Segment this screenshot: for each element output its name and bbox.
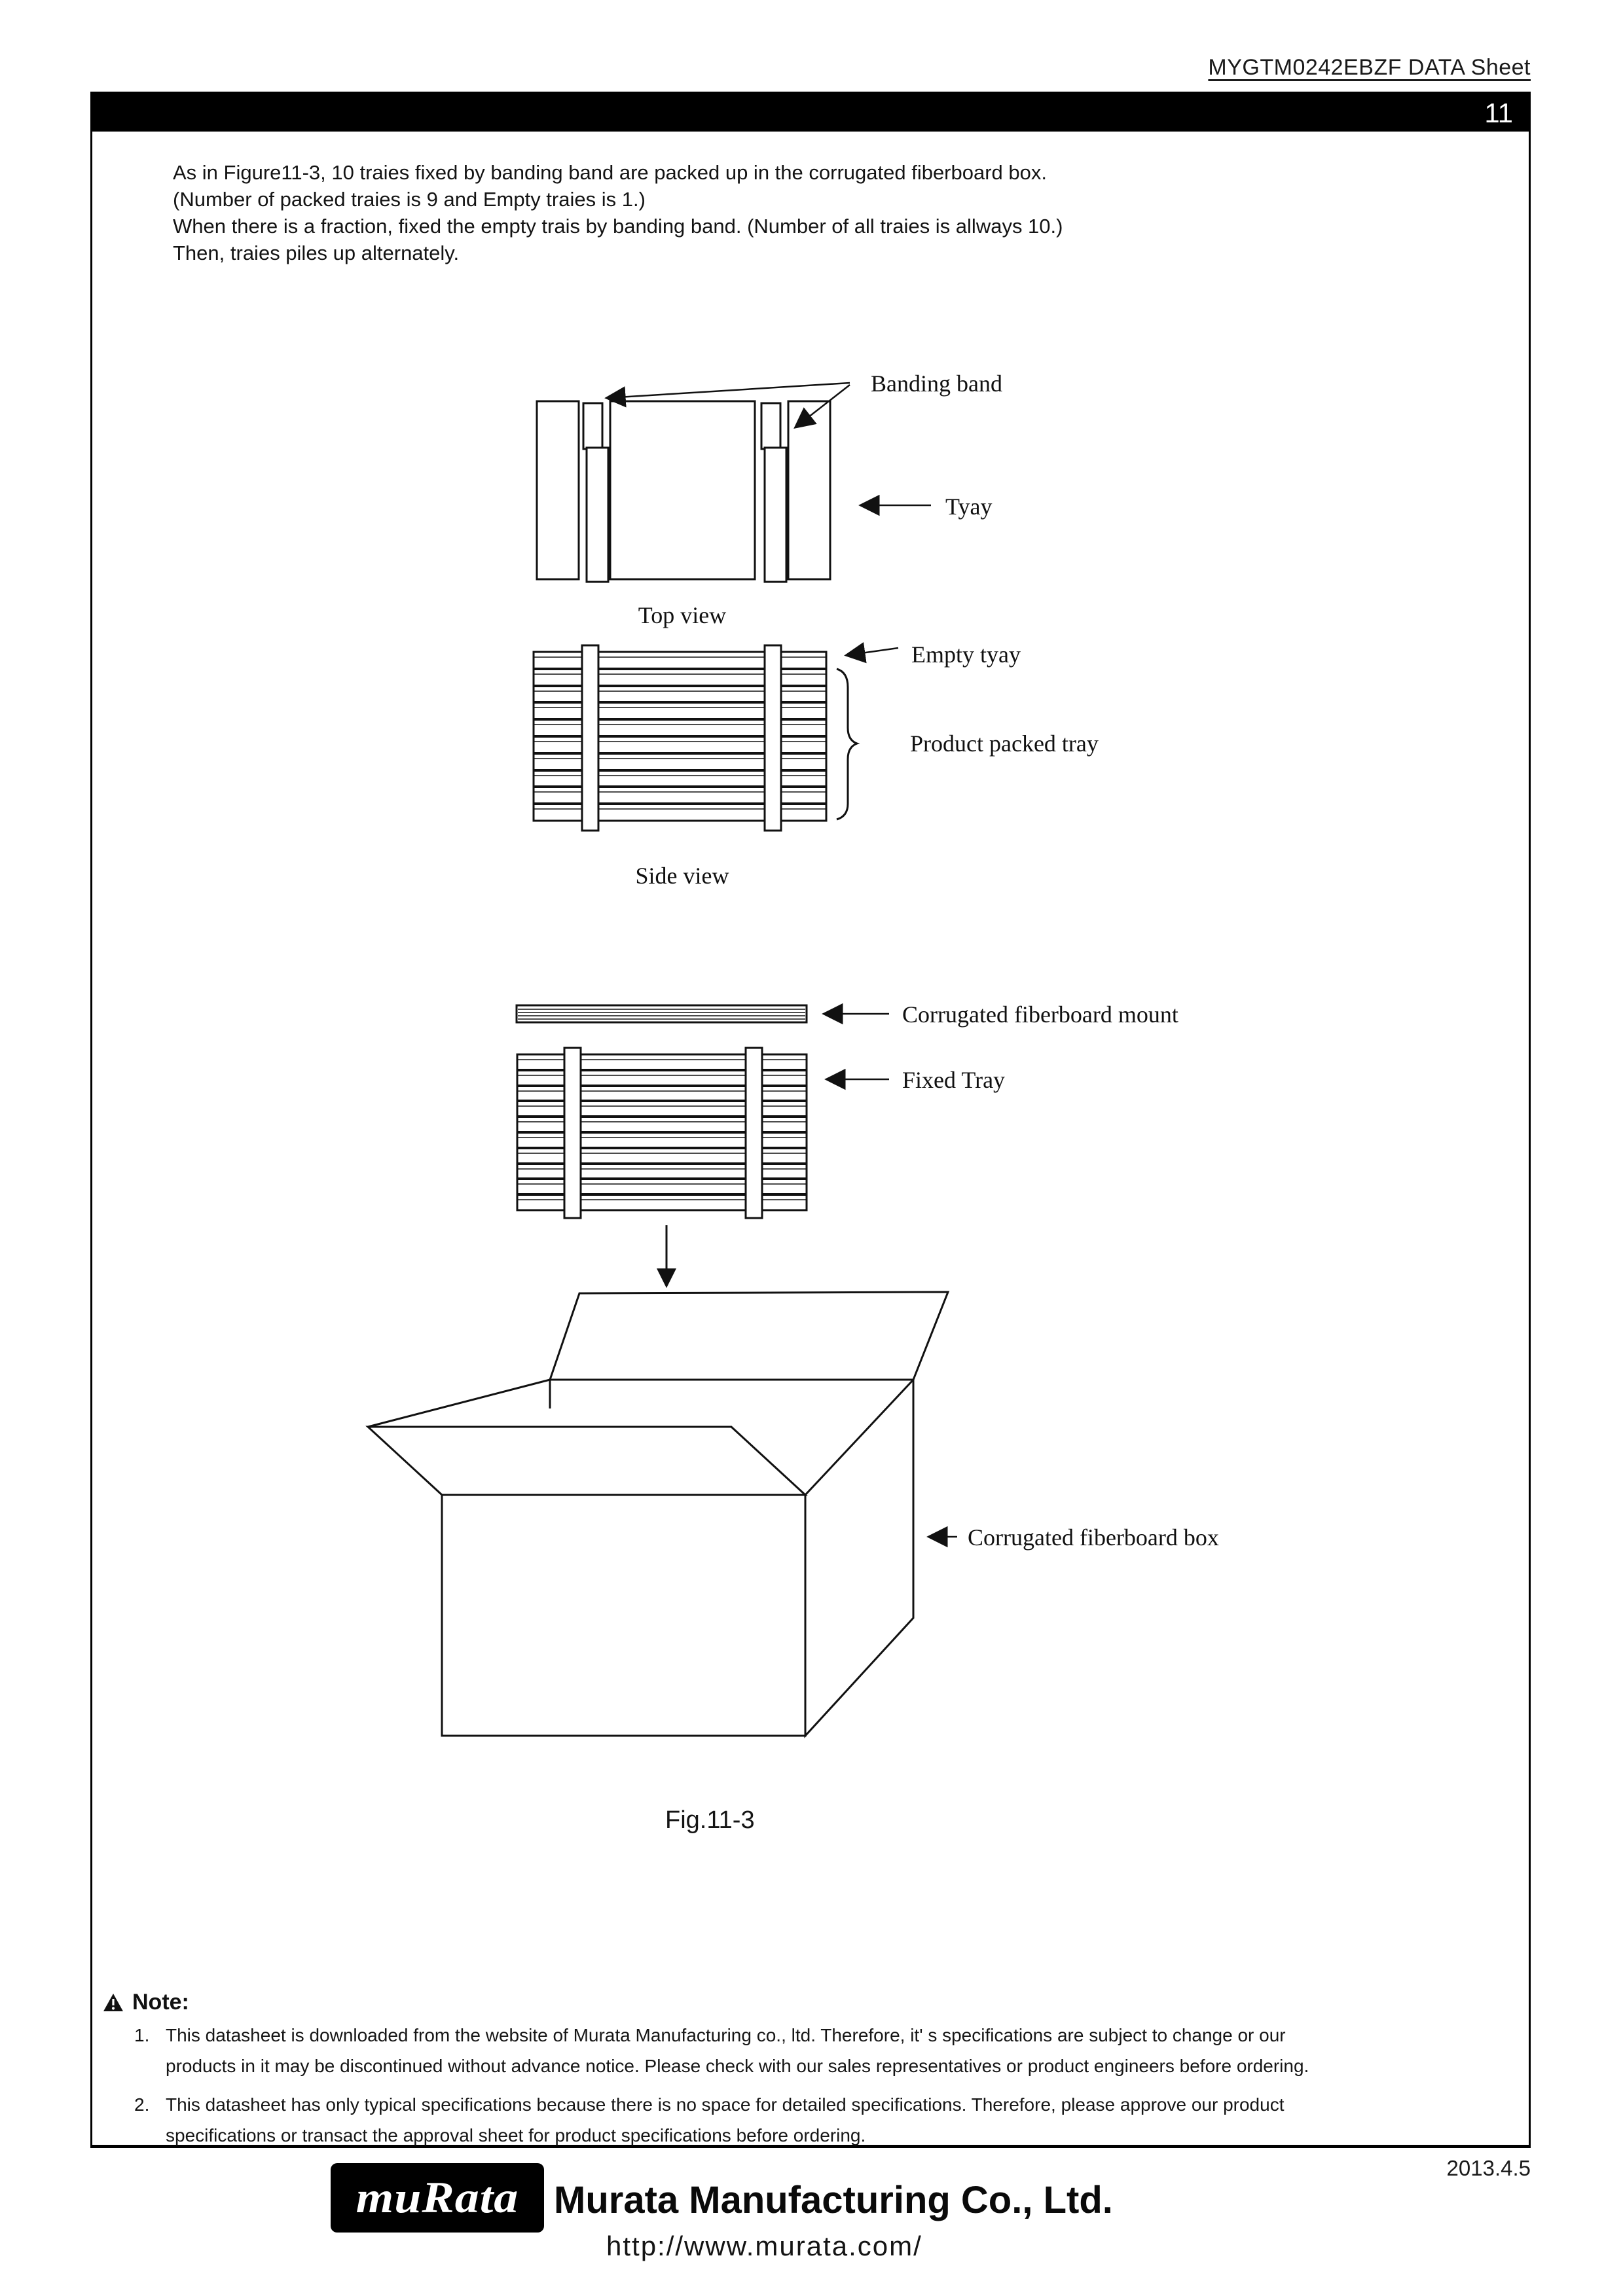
banding-band-strip	[583, 403, 602, 449]
intro-line: When there is a fraction, fixed the empty trais by banding band. (Number of all traies is allways 10.)	[173, 215, 1063, 238]
note-item-number: 2.	[134, 2094, 150, 2115]
side-view-caption: Side view	[635, 863, 729, 889]
intro-paragraph	[173, 159, 1063, 266]
side-view-diagram	[534, 645, 857, 831]
empty-tyay-label: Empty tyay	[911, 641, 1021, 668]
box-diagram	[368, 1292, 948, 1736]
murata-logo	[331, 2163, 544, 2233]
note-item-number: 1.	[134, 2025, 150, 2045]
product-packed-tray-label: Product packed tray	[910, 730, 1099, 757]
banding-band-strip	[564, 1048, 581, 1218]
figure-caption: Fig.11-3	[665, 1806, 755, 1834]
banding-band-strip	[765, 448, 786, 582]
intro-line: (Number of packed traies is 9 and Empty traies is 1.)	[173, 188, 646, 211]
note-heading-text: Note:	[132, 1990, 189, 2015]
empty-tyay-arrow	[847, 648, 898, 655]
banding-band-strip	[582, 645, 598, 831]
corrugated-box-label: Corrugated fiberboard box	[968, 1524, 1219, 1551]
corrugated-mount-diagram	[517, 1005, 807, 1022]
note-heading	[102, 1990, 189, 2015]
doc-title: MYGTM0242EBZF DATA Sheet	[1208, 55, 1531, 80]
pack-direction-arrow	[657, 1225, 676, 1288]
note-item	[134, 2089, 1284, 2151]
note-item	[134, 2020, 1309, 2081]
revision-date: 2013.4.5	[1446, 2156, 1531, 2180]
top-view-diagram	[537, 401, 830, 582]
note-item-line: This datasheet is downloaded from the website of Murata Manufacturing co., ltd. Therefore, it' s specifications are subject to change or our	[166, 2025, 1286, 2045]
top-view-caption: Top view	[638, 602, 727, 628]
company-name: Murata Manufacturing Co., Ltd.	[554, 2179, 1113, 2221]
intro-line: As in Figure11-3, 10 traies fixed by banding band are packed up in the corrugated fiberboard box.	[173, 161, 1047, 184]
fixed-tray-diagram	[517, 1048, 807, 1218]
tyay-label: Tyay	[945, 493, 993, 520]
page-number-bar	[92, 94, 1529, 132]
note-item-line: This datasheet has only typical specifications because there is no space for detailed specifications. Therefore, please approve our product	[166, 2094, 1285, 2115]
banding-band-label: Banding band	[871, 370, 1002, 397]
note-icon	[102, 1992, 124, 2013]
banding-band-strip	[761, 403, 780, 449]
corrugated-mount-label: Corrugated fiberboard mount	[902, 1001, 1178, 1028]
banding-band-arrow	[608, 383, 850, 398]
note-item-line: products in it may be discontinued without advance notice. Please check with our sales representatives or product engineers before ordering.	[166, 2056, 1309, 2076]
note-item-line: specifications or transact the approval sheet for product specifications before ordering.	[166, 2125, 866, 2145]
website-url: http://www.murata.com/	[606, 2231, 922, 2261]
murata-logo-text: muRata	[356, 2172, 519, 2223]
banding-band-strip	[587, 448, 608, 582]
page-number: 11	[1484, 98, 1513, 128]
banding-band-strip	[765, 645, 781, 831]
fixed-tray-label: Fixed Tray	[902, 1067, 1006, 1093]
packaging-figure	[0, 340, 1623, 1780]
banding-band-strip	[746, 1048, 762, 1218]
intro-line: Then, traies piles up alternately.	[173, 242, 460, 264]
brace	[837, 669, 857, 819]
